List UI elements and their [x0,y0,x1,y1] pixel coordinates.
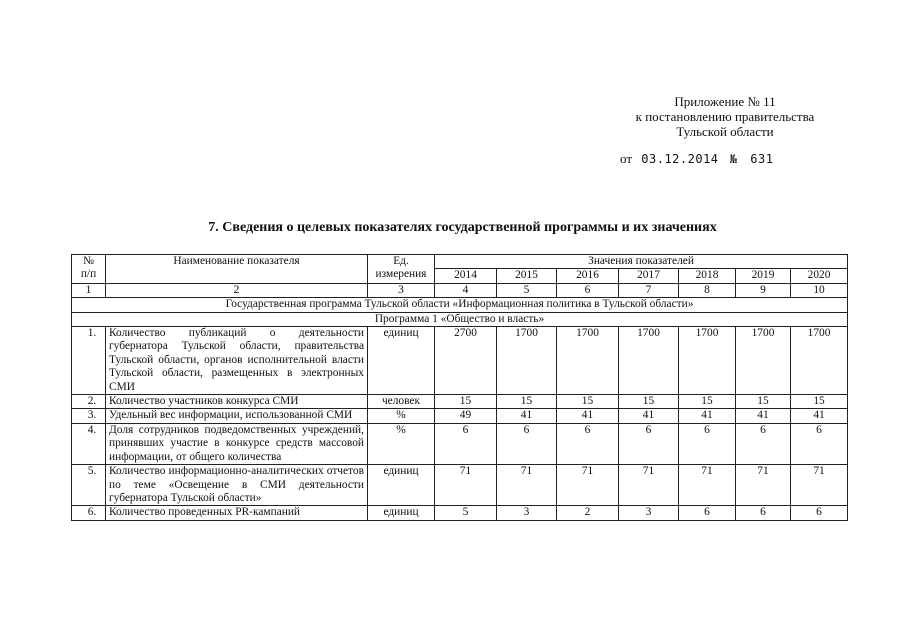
value-cell: 1700 [791,327,848,395]
indicator-unit: % [368,409,435,423]
column-number: 2 [106,283,368,297]
value-cell: 1700 [619,327,679,395]
indicator-unit: единиц [368,465,435,506]
column-number: 1 [72,283,106,297]
value-cell: 1700 [557,327,619,395]
value-cell: 15 [679,395,736,409]
header-unit [368,255,435,284]
header-num-line-2: п/п [80,268,97,281]
value-cell: 6 [791,423,848,464]
value-cell: 71 [791,465,848,506]
value-cell: 71 [557,465,619,506]
value-cell: 41 [679,409,736,423]
order-from-label: от [620,151,633,166]
value-cell: 6 [435,423,497,464]
row-number: 6. [72,506,106,520]
value-cell: 41 [619,409,679,423]
value-cell: 6 [736,506,791,520]
indicator-name: Количество информационно-аналитических отчетов по теме «Освещение в СМИ деятельности губернатора Тульской области» [106,465,368,506]
indicator-unit: человек [368,395,435,409]
column-number: 10 [791,283,848,297]
value-cell: 71 [619,465,679,506]
header-year: 2020 [791,269,848,283]
value-cell: 41 [736,409,791,423]
column-number: 9 [736,283,791,297]
column-number: 6 [557,283,619,297]
column-number: 4 [435,283,497,297]
row-number: 4. [72,423,106,464]
indicator-name: Удельный вес информации, использованной СМИ [106,409,368,423]
value-cell: 49 [435,409,497,423]
value-cell: 6 [497,423,557,464]
header-year: 2016 [557,269,619,283]
header-num-line-1: № [83,255,94,267]
table-row [72,423,848,464]
value-cell: 41 [497,409,557,423]
table-row [72,327,848,395]
header-year: 2015 [497,269,557,283]
value-cell: 5 [435,506,497,520]
column-number: 8 [679,283,736,297]
value-cell: 15 [435,395,497,409]
order-number-sign: № [729,152,737,166]
row-number: 3. [72,409,106,423]
appendix-line-3: Тульской области [676,124,774,139]
indicators-table [71,254,848,521]
value-cell: 6 [557,423,619,464]
section-program: Государственная программа Тульской области «Информационная политика в Тульской области» [72,298,848,312]
appendix-block [560,94,890,139]
value-cell: 15 [619,395,679,409]
indicator-name: Доля сотрудников подведомственных учреждений, принявших участие в конкурсе средств массовой информации, от общего количества [106,423,368,464]
table-row [72,409,848,423]
column-number: 5 [497,283,557,297]
indicator-unit: единиц [368,327,435,395]
indicator-unit: % [368,423,435,464]
section-subprogram: Программа 1 «Общество и власть» [72,312,848,326]
value-cell: 3 [497,506,557,520]
value-cell: 41 [791,409,848,423]
value-cell: 15 [557,395,619,409]
value-cell: 71 [736,465,791,506]
row-number: 2. [72,395,106,409]
header-unit-line-2: измерения [375,268,427,281]
row-number: 5. [72,465,106,506]
order-reference [620,151,773,167]
value-cell: 41 [557,409,619,423]
table-row [72,395,848,409]
header-values: Значения показателей [435,255,848,269]
indicator-name: Количество проведенных PR-кампаний [106,506,368,520]
header-year: 2019 [736,269,791,283]
value-cell: 1700 [497,327,557,395]
value-cell: 2700 [435,327,497,395]
indicator-name: Количество участников конкурса СМИ [106,395,368,409]
value-cell: 71 [435,465,497,506]
header-unit-line-1: Ед. [393,255,409,267]
table-row [72,506,848,520]
header-year: 2014 [435,269,497,283]
value-cell: 71 [497,465,557,506]
section-program-row [72,298,848,312]
section-subprogram-row [72,312,848,326]
value-cell: 6 [791,506,848,520]
value-cell: 2 [557,506,619,520]
value-cell: 15 [497,395,557,409]
header-name: Наименование показателя [106,255,368,284]
value-cell: 15 [736,395,791,409]
value-cell: 6 [679,506,736,520]
column-number: 3 [368,283,435,297]
value-cell: 3 [619,506,679,520]
value-cell: 6 [736,423,791,464]
value-cell: 71 [679,465,736,506]
value-cell: 15 [791,395,848,409]
header-year: 2018 [679,269,736,283]
appendix-line-1: Приложение № 11 [674,94,776,109]
order-number: 631 [750,152,774,166]
header-year: 2017 [619,269,679,283]
row-number: 1. [72,327,106,395]
indicator-name: Количество публикаций о деятельности губернатора Тульской области, правительства Тульской области, органов исполнительной власти Тульской области, размещенных в электронных СМИ [106,327,368,395]
order-date: 03.12.2014 [641,152,719,166]
value-cell: 1700 [736,327,791,395]
column-number: 7 [619,283,679,297]
header-row-1 [72,255,848,269]
indicator-unit: единиц [368,506,435,520]
table-row [72,465,848,506]
value-cell: 6 [679,423,736,464]
column-numbers-row [72,283,848,297]
value-cell: 1700 [679,327,736,395]
appendix-line-2: к постановлению правительства [635,109,815,124]
header-num [72,255,106,284]
document-title: 7. Сведения о целевых показателях государственной программы и их значениях [208,220,717,235]
value-cell: 6 [619,423,679,464]
